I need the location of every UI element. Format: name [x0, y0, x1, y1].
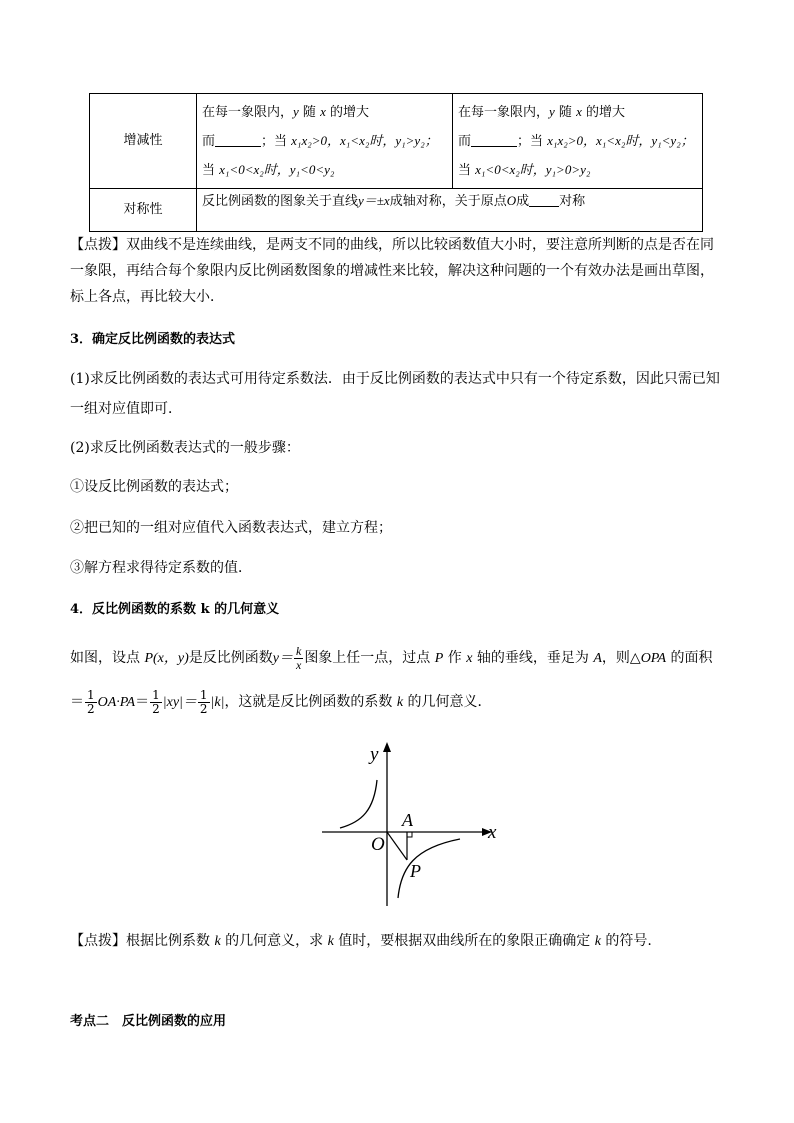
right-angle-mark: [407, 832, 412, 837]
point-a-label: A: [402, 810, 413, 830]
tip-paragraph-1: 【点拨】双曲线不是连续曲线，是两支不同的曲线，所以比较函数值大小时，要注意所判断的点是否在同 一象限，再结合每个象限内反比例函数图象的增减性来比较，解决这种问题的一个有效办法是画出草图， 标上各点，再比较大小．: [70, 237, 714, 305]
table-row-monotonicity: [90, 94, 703, 189]
hyperbola-figure: [310, 738, 510, 908]
row-label-monotonicity: 增减性: [90, 94, 197, 189]
tip-paragraph-2: 【点拨】根据比例系数 k 的几何意义，求 k 值时，要根据双曲线所在的象限正确确定 k 的符号.: [70, 933, 652, 949]
fraction-one-half: $\frac{1}{2}$: [199, 687, 208, 716]
table-row-symmetry: [90, 189, 703, 232]
y-axis-arrow: [383, 742, 391, 752]
tip-tag: 【点拨】: [70, 933, 126, 949]
section-4-line-1: 如图，设点 P(x，y)是反比例函数y＝ $\frac{k}{x}$ 图象上任一点，过点 P 作 x 轴的垂线，垂足为 A，则△OPA 的面积: [70, 643, 713, 672]
origin-label: O: [371, 834, 385, 855]
section-3-step-3: ③解方程求得待定系数的值．: [70, 560, 252, 576]
answer-blank: [215, 146, 261, 147]
property-table: [89, 93, 703, 232]
fraction-one-half: $\frac{1}{2}$: [87, 687, 95, 716]
cell-monotonicity-right: 在每一象限内，y 随 x 的增大 而 ；当 x₁x₂>0，x₁<x₂时，y₁<y₂； 当 x₁<0<x₂时，y₁>0>y₂: [453, 94, 703, 189]
segment-op: [387, 832, 407, 860]
answer-blank: [529, 206, 559, 207]
tip-tag: 【点拨】: [70, 237, 126, 253]
section-3-paragraph-1: (1)求反比例函数的表达式可用待定系数法．由于反比例函数的表达式中只有一个待定系数，因此只需已知 一组对应值即可．: [70, 371, 720, 417]
section-3-title: 3．确定反比例函数的表达式: [70, 332, 236, 347]
cell-monotonicity-left: 在每一象限内，y 随 x 的增大 而 ；当 x₁x₂>0，x₁<x₂时，y₁>y₂； 当 x₁<0<x₂时，y₁<0<y₂: [197, 94, 453, 189]
answer-blank: [471, 146, 517, 147]
section-3-step-1: ①设反比例函数的表达式；: [70, 479, 238, 495]
point-p-label: P: [410, 861, 421, 881]
cell-symmetry: 反比例函数的图象关于直线y＝±x成轴对称，关于原点O成 对称: [197, 189, 703, 232]
section-3-paragraph-2: (2)求反比例函数表达式的一般步骤：: [70, 440, 300, 456]
section-3-step-2: ②把已知的一组对应值代入函数表达式，建立方程；: [70, 520, 392, 536]
hyperbola-branch-upper-left: [340, 780, 377, 828]
fraction-k-over-x: $\frac{k}{x}$: [295, 643, 302, 672]
kaodian-title: 考点二 反比例函数的应用: [70, 1014, 227, 1029]
section-4-line-2: ＝ $\frac{1}{2}$ OA·PA＝ $\frac{1}{2}$ |xy|＝ $\frac{1}{2}$ |k|，这就是反比例函数的系数 k 的几何意义．: [70, 687, 492, 716]
section-4-title: 4．反比例函数的系数 k 的几何意义: [70, 602, 280, 617]
row-label-symmetry: 对称性: [90, 189, 197, 232]
y-axis-label: y: [370, 744, 379, 765]
x-axis-label: x: [488, 822, 497, 843]
fraction-one-half: $\frac{1}{2}$: [152, 687, 160, 716]
